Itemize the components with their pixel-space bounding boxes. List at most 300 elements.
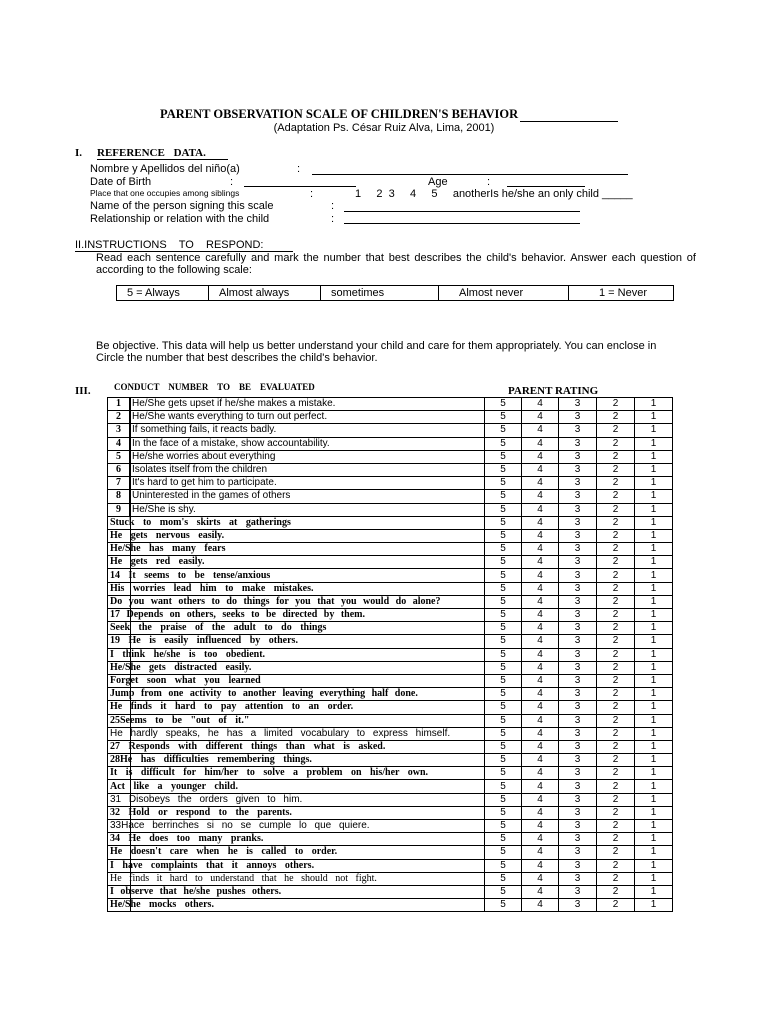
name-field[interactable] [312, 174, 628, 175]
section-1-number: I. [75, 147, 83, 159]
name-colon: : [297, 163, 301, 175]
rating-option-4[interactable]: 4 [522, 569, 559, 582]
item-text: He/She gets upset if he/she makes a mistake. [130, 398, 485, 411]
form-subtitle: (Adaptation Ps. César Ruiz Alva, Lima, 2001) [273, 122, 495, 134]
table-row [108, 859, 673, 872]
rating-option-2[interactable]: 2 [597, 635, 635, 648]
rating-option-4[interactable]: 4 [522, 833, 559, 846]
relation-field[interactable] [344, 223, 580, 224]
rating-option-2[interactable]: 2 [597, 740, 635, 753]
rating-option-5[interactable]: 5 [485, 516, 522, 529]
item-text: He finds it hard to understand that he should not fight. [108, 872, 485, 885]
parent-rating-header: PARENT RATING [508, 385, 599, 397]
table-row [108, 899, 673, 912]
rating-option-1[interactable]: 1 [635, 411, 673, 424]
rating-option-5[interactable]: 5 [485, 477, 522, 490]
table-row [108, 424, 673, 437]
rating-option-4[interactable]: 4 [522, 846, 559, 859]
item-text: He/She wants everything to turn out perfect. [130, 411, 485, 424]
rating-option-2[interactable]: 2 [597, 727, 635, 740]
table-row [108, 609, 673, 622]
rating-option-5[interactable]: 5 [485, 609, 522, 622]
rating-option-1[interactable]: 1 [635, 859, 673, 872]
rating-option-1[interactable]: 1 [635, 806, 673, 819]
item-text: 31 Disobeys the orders given to him. [108, 793, 485, 806]
rating-option-4[interactable]: 4 [522, 688, 559, 701]
rating-option-2[interactable]: 2 [597, 569, 635, 582]
rating-option-3[interactable]: 3 [559, 899, 597, 912]
rating-option-5[interactable]: 5 [485, 793, 522, 806]
rating-option-5[interactable]: 5 [485, 780, 522, 793]
number-column-divider [130, 397, 131, 912]
item-text: He/she worries about everything [130, 450, 485, 463]
rating-option-5[interactable]: 5 [485, 754, 522, 767]
table-row [108, 516, 673, 529]
rating-option-2[interactable]: 2 [597, 437, 635, 450]
item-text: If something fails, it reacts badly. [130, 424, 485, 437]
rating-option-4[interactable]: 4 [522, 582, 559, 595]
rating-option-3[interactable]: 3 [559, 727, 597, 740]
item-text: In the face of a mistake, show accountability. [130, 437, 485, 450]
rating-option-2[interactable]: 2 [597, 674, 635, 687]
rating-option-1[interactable]: 1 [635, 569, 673, 582]
item-text: Isolates itself from the children [130, 463, 485, 476]
item-text: He doesn't care when he is called to order. [108, 846, 485, 859]
dob-field[interactable] [244, 186, 356, 187]
table-row [108, 833, 673, 846]
rating-option-3[interactable]: 3 [559, 806, 597, 819]
rating-option-2[interactable]: 2 [597, 885, 635, 898]
rating-option-5[interactable]: 5 [485, 398, 522, 411]
table-row [108, 437, 673, 450]
rating-option-4[interactable]: 4 [522, 437, 559, 450]
rating-option-2[interactable]: 2 [597, 503, 635, 516]
rating-option-1[interactable]: 1 [635, 582, 673, 595]
rating-option-5[interactable]: 5 [485, 661, 522, 674]
rating-option-2[interactable]: 2 [597, 450, 635, 463]
rating-option-3[interactable]: 3 [559, 754, 597, 767]
rating-option-1[interactable]: 1 [635, 674, 673, 687]
rating-option-2[interactable]: 2 [597, 661, 635, 674]
rating-option-2[interactable]: 2 [597, 899, 635, 912]
rating-option-1[interactable]: 1 [635, 424, 673, 437]
rating-option-4[interactable]: 4 [522, 714, 559, 727]
item-text: He/She gets distracted easily. [108, 661, 485, 674]
rating-scale [116, 285, 674, 301]
rating-option-5[interactable]: 5 [485, 411, 522, 424]
rating-option-1[interactable]: 1 [635, 714, 673, 727]
name-label: Nombre y Apellidos del niño(a) [90, 163, 240, 175]
rating-option-3[interactable]: 3 [559, 767, 597, 780]
rating-option-3[interactable]: 3 [559, 543, 597, 556]
rating-option-2[interactable]: 2 [597, 529, 635, 542]
rating-option-4[interactable]: 4 [522, 490, 559, 503]
rating-option-3[interactable]: 3 [559, 622, 597, 635]
table-row [108, 503, 673, 516]
rating-option-1[interactable]: 1 [635, 754, 673, 767]
rating-option-3[interactable]: 3 [559, 516, 597, 529]
table-row [108, 714, 673, 727]
rating-option-4[interactable]: 4 [522, 463, 559, 476]
rating-option-2[interactable]: 2 [597, 833, 635, 846]
item-text: Act like a younger child. [108, 780, 485, 793]
rating-option-1[interactable]: 1 [635, 463, 673, 476]
rating-option-3[interactable]: 3 [559, 424, 597, 437]
rating-option-5[interactable]: 5 [485, 648, 522, 661]
rating-option-4[interactable]: 4 [522, 648, 559, 661]
rating-option-3[interactable]: 3 [559, 872, 597, 885]
rating-option-2[interactable]: 2 [597, 754, 635, 767]
rating-option-3[interactable]: 3 [559, 529, 597, 542]
form-title: PARENT OBSERVATION SCALE OF CHILDREN'S BEHAVIOR [160, 107, 519, 121]
rating-option-2[interactable]: 2 [597, 780, 635, 793]
rating-option-5[interactable]: 5 [485, 767, 522, 780]
rating-option-4[interactable]: 4 [522, 885, 559, 898]
rating-option-4[interactable]: 4 [522, 595, 559, 608]
rating-option-3[interactable]: 3 [559, 477, 597, 490]
rating-option-2[interactable]: 2 [597, 411, 635, 424]
rating-option-3[interactable]: 3 [559, 609, 597, 622]
rating-option-1[interactable]: 1 [635, 740, 673, 753]
table-row [108, 477, 673, 490]
rating-option-5[interactable]: 5 [485, 899, 522, 912]
rating-option-2[interactable]: 2 [597, 701, 635, 714]
item-text: It is difficult for him/her to solve a problem on his/her own. [108, 767, 485, 780]
item-text: I observe that he/she pushes others. [108, 885, 485, 898]
rating-option-2[interactable]: 2 [597, 859, 635, 872]
signer-label: Name of the person signing this scale [90, 200, 274, 212]
rating-option-3[interactable]: 3 [559, 648, 597, 661]
rating-option-2[interactable]: 2 [597, 714, 635, 727]
rating-option-2[interactable]: 2 [597, 582, 635, 595]
behavior-table [107, 397, 673, 912]
rating-option-1[interactable]: 1 [635, 780, 673, 793]
item-text: 32 Hold or respond to the parents. [108, 806, 485, 819]
rating-option-1[interactable]: 1 [635, 622, 673, 635]
rating-option-1[interactable]: 1 [635, 437, 673, 450]
rating-option-1[interactable]: 1 [635, 635, 673, 648]
rating-option-3[interactable]: 3 [559, 398, 597, 411]
table-row [108, 635, 673, 648]
rating-option-1[interactable]: 1 [635, 767, 673, 780]
rating-option-3[interactable]: 3 [559, 780, 597, 793]
rating-option-4[interactable]: 4 [522, 556, 559, 569]
item-text: Seek the praise of the adult to do things [108, 622, 485, 635]
rating-option-5[interactable]: 5 [485, 424, 522, 437]
table-row [108, 885, 673, 898]
rating-option-2[interactable]: 2 [597, 806, 635, 819]
table-row [108, 582, 673, 595]
rating-option-2[interactable]: 2 [597, 793, 635, 806]
item-text: He gets red easily. [108, 556, 485, 569]
rating-option-4[interactable]: 4 [522, 398, 559, 411]
table-row [108, 780, 673, 793]
item-number: 7 [108, 477, 130, 490]
rating-option-2[interactable]: 2 [597, 609, 635, 622]
rating-option-2[interactable]: 2 [597, 556, 635, 569]
table-row [108, 648, 673, 661]
item-text: 28He has difficulties remembering things. [108, 754, 485, 767]
rating-option-4[interactable]: 4 [522, 820, 559, 833]
table-row [108, 727, 673, 740]
rating-option-3[interactable]: 3 [559, 820, 597, 833]
table-row [108, 556, 673, 569]
rating-option-1[interactable]: 1 [635, 820, 673, 833]
rating-option-4[interactable]: 4 [522, 806, 559, 819]
item-text: His worries lead him to make mistakes. [108, 582, 485, 595]
rating-option-3[interactable]: 3 [559, 885, 597, 898]
item-text: 17 Depends on others, seeks to be directed by them. [108, 609, 485, 622]
table-row [108, 688, 673, 701]
signer-colon: : [331, 200, 335, 212]
sibling-place-options[interactable]: 1 2 3 4 5 anotherIs he/she an only child _____ [355, 188, 633, 200]
rating-option-3[interactable]: 3 [559, 503, 597, 516]
rating-option-2[interactable]: 2 [597, 516, 635, 529]
rating-option-5[interactable]: 5 [485, 846, 522, 859]
table-row [108, 701, 673, 714]
item-text: 33Hace berrinches si no se cumple lo que quiere. [108, 820, 485, 833]
scale-never: 1 = Never [599, 287, 647, 299]
rating-option-1[interactable]: 1 [635, 661, 673, 674]
rating-option-5[interactable]: 5 [485, 714, 522, 727]
table-row [108, 806, 673, 819]
rating-option-1[interactable]: 1 [635, 688, 673, 701]
table-row [108, 767, 673, 780]
rating-option-4[interactable]: 4 [522, 450, 559, 463]
rating-option-1[interactable]: 1 [635, 727, 673, 740]
rating-option-2[interactable]: 2 [597, 424, 635, 437]
rating-option-4[interactable]: 4 [522, 609, 559, 622]
rating-option-4[interactable]: 4 [522, 793, 559, 806]
scale-almost-never: Almost never [439, 286, 569, 300]
rating-option-5[interactable]: 5 [485, 635, 522, 648]
rating-option-2[interactable]: 2 [597, 872, 635, 885]
rating-option-3[interactable]: 3 [559, 411, 597, 424]
rating-option-1[interactable]: 1 [635, 516, 673, 529]
rating-option-3[interactable]: 3 [559, 450, 597, 463]
rating-option-4[interactable]: 4 [522, 899, 559, 912]
rating-option-5[interactable]: 5 [485, 833, 522, 846]
rating-option-4[interactable]: 4 [522, 727, 559, 740]
table-row [108, 661, 673, 674]
age-label: Age [428, 176, 448, 188]
rating-option-3[interactable]: 3 [559, 661, 597, 674]
rating-option-1[interactable]: 1 [635, 595, 673, 608]
item-number: 4 [108, 437, 130, 450]
rating-option-2[interactable]: 2 [597, 688, 635, 701]
rating-option-4[interactable]: 4 [522, 503, 559, 516]
rating-option-1[interactable]: 1 [635, 899, 673, 912]
age-field[interactable] [507, 186, 585, 187]
rating-option-4[interactable]: 4 [522, 516, 559, 529]
table-row [108, 450, 673, 463]
signer-field[interactable] [344, 211, 580, 212]
item-text: Uninterested in the games of others [130, 490, 485, 503]
rating-option-3[interactable]: 3 [559, 846, 597, 859]
rating-option-1[interactable]: 1 [635, 503, 673, 516]
dob-label: Date of Birth [90, 176, 152, 188]
rating-option-5[interactable]: 5 [485, 740, 522, 753]
rating-option-5[interactable]: 5 [485, 806, 522, 819]
rating-option-3[interactable]: 3 [559, 674, 597, 687]
table-row [108, 411, 673, 424]
rating-option-3[interactable]: 3 [559, 635, 597, 648]
rating-option-3[interactable]: 3 [559, 688, 597, 701]
rating-option-3[interactable]: 3 [559, 595, 597, 608]
rating-option-2[interactable]: 2 [597, 820, 635, 833]
rating-option-3[interactable]: 3 [559, 740, 597, 753]
rating-option-2[interactable]: 2 [597, 622, 635, 635]
rating-option-2[interactable]: 2 [597, 595, 635, 608]
rating-option-2[interactable]: 2 [597, 543, 635, 556]
item-number: 5 [108, 450, 130, 463]
item-text: He/She is shy. [130, 503, 485, 516]
rating-option-3[interactable]: 3 [559, 463, 597, 476]
rating-option-2[interactable]: 2 [597, 648, 635, 661]
rating-option-5[interactable]: 5 [485, 529, 522, 542]
rating-option-5[interactable]: 5 [485, 859, 522, 872]
rating-option-1[interactable]: 1 [635, 529, 673, 542]
section-1-heading: REFERENCE DATA. [97, 147, 228, 160]
rating-option-1[interactable]: 1 [635, 872, 673, 885]
rating-option-1[interactable]: 1 [635, 701, 673, 714]
rating-option-3[interactable]: 3 [559, 859, 597, 872]
rating-option-2[interactable]: 2 [597, 767, 635, 780]
rating-option-2[interactable]: 2 [597, 846, 635, 859]
rating-option-4[interactable]: 4 [522, 424, 559, 437]
rating-option-3[interactable]: 3 [559, 556, 597, 569]
rating-option-5[interactable]: 5 [485, 437, 522, 450]
rating-option-5[interactable]: 5 [485, 674, 522, 687]
rating-option-4[interactable]: 4 [522, 635, 559, 648]
item-text: 19 He is easily influenced by others. [108, 635, 485, 648]
rating-option-2[interactable]: 2 [597, 477, 635, 490]
rating-option-4[interactable]: 4 [522, 529, 559, 542]
rating-option-1[interactable]: 1 [635, 885, 673, 898]
rating-option-4[interactable]: 4 [522, 701, 559, 714]
item-text: He/She mocks others. [108, 899, 485, 912]
rating-option-1[interactable]: 1 [635, 556, 673, 569]
scale-always: 5 = Always [117, 286, 209, 300]
rating-option-3[interactable]: 3 [559, 793, 597, 806]
rating-option-2[interactable]: 2 [597, 463, 635, 476]
rating-option-5[interactable]: 5 [485, 543, 522, 556]
rating-option-2[interactable]: 2 [597, 398, 635, 411]
rating-option-4[interactable]: 4 [522, 543, 559, 556]
rating-option-4[interactable]: 4 [522, 411, 559, 424]
table-row [108, 793, 673, 806]
item-text: It's hard to get him to participate. [130, 477, 485, 490]
item-number: 1 [108, 398, 130, 411]
instructions-text: Read each sentence carefully and mark the number that best describes the child's behavior. Answer each question of according to the following scale: [96, 252, 696, 276]
rating-option-1[interactable]: 1 [635, 543, 673, 556]
age-colon: : [487, 176, 491, 188]
table-row [108, 820, 673, 833]
rating-option-3[interactable]: 3 [559, 437, 597, 450]
rating-option-1[interactable]: 1 [635, 490, 673, 503]
item-text: Do you want others to do things for you that you would do alone? [108, 595, 485, 608]
rating-option-3[interactable]: 3 [559, 569, 597, 582]
rating-option-5[interactable]: 5 [485, 688, 522, 701]
rating-option-3[interactable]: 3 [559, 701, 597, 714]
table-row [108, 622, 673, 635]
rating-option-5[interactable]: 5 [485, 450, 522, 463]
rating-option-4[interactable]: 4 [522, 477, 559, 490]
rating-option-4[interactable]: 4 [522, 767, 559, 780]
scale-sometimes: sometimes [321, 286, 439, 300]
rating-option-5[interactable]: 5 [485, 556, 522, 569]
sibling-place-label: Place that one occupies among siblings [90, 188, 240, 198]
item-text: 25Seems to be "out of it." [108, 714, 485, 727]
rating-option-3[interactable]: 3 [559, 833, 597, 846]
item-text: I think he/she is too obedient. [108, 648, 485, 661]
item-number: 3 [108, 424, 130, 437]
rating-option-2[interactable]: 2 [597, 490, 635, 503]
section-2-heading: II.INSTRUCTIONS TO RESPOND: [75, 239, 293, 252]
rating-option-1[interactable]: 1 [635, 450, 673, 463]
relation-label: Relationship or relation with the child [90, 213, 270, 225]
rating-option-1[interactable]: 1 [635, 398, 673, 411]
rating-option-4[interactable]: 4 [522, 622, 559, 635]
rating-option-4[interactable]: 4 [522, 661, 559, 674]
section-3-number: III. [75, 385, 91, 397]
table-row [108, 463, 673, 476]
item-number: 6 [108, 463, 130, 476]
item-number: 9 [108, 503, 130, 516]
table-row [108, 529, 673, 542]
rating-option-1[interactable]: 1 [635, 833, 673, 846]
rating-option-3[interactable]: 3 [559, 582, 597, 595]
rating-option-5[interactable]: 5 [485, 463, 522, 476]
rating-option-5[interactable]: 5 [485, 582, 522, 595]
table-row [108, 846, 673, 859]
table-row [108, 569, 673, 582]
rating-option-5[interactable]: 5 [485, 569, 522, 582]
rating-option-1[interactable]: 1 [635, 648, 673, 661]
rating-option-5[interactable]: 5 [485, 727, 522, 740]
rating-option-5[interactable]: 5 [485, 595, 522, 608]
rating-option-1[interactable]: 1 [635, 793, 673, 806]
rating-option-5[interactable]: 5 [485, 622, 522, 635]
sibling-place-colon: : [310, 188, 314, 200]
table-row [108, 872, 673, 885]
rating-option-4[interactable]: 4 [522, 859, 559, 872]
rating-option-4[interactable]: 4 [522, 872, 559, 885]
rating-option-5[interactable]: 5 [485, 701, 522, 714]
rating-option-3[interactable]: 3 [559, 490, 597, 503]
rating-option-5[interactable]: 5 [485, 885, 522, 898]
rating-option-5[interactable]: 5 [485, 872, 522, 885]
rating-option-5[interactable]: 5 [485, 490, 522, 503]
item-text: He hardly speaks, he has a limited vocabulary to express himself. [108, 727, 485, 740]
rating-option-1[interactable]: 1 [635, 477, 673, 490]
item-text: Stuck to mom's skirts at gatherings [108, 516, 485, 529]
rating-option-5[interactable]: 5 [485, 503, 522, 516]
rating-option-4[interactable]: 4 [522, 674, 559, 687]
table-row [108, 398, 673, 411]
item-text: Forget soon what you learned [108, 674, 485, 687]
rating-option-1[interactable]: 1 [635, 846, 673, 859]
rating-option-3[interactable]: 3 [559, 714, 597, 727]
item-text: 34 He does too many pranks. [108, 833, 485, 846]
item-text: He gets nervous easily. [108, 529, 485, 542]
rating-option-4[interactable]: 4 [522, 754, 559, 767]
rating-option-4[interactable]: 4 [522, 780, 559, 793]
rating-option-4[interactable]: 4 [522, 740, 559, 753]
rating-option-1[interactable]: 1 [635, 609, 673, 622]
table-row [108, 490, 673, 503]
rating-option-5[interactable]: 5 [485, 820, 522, 833]
